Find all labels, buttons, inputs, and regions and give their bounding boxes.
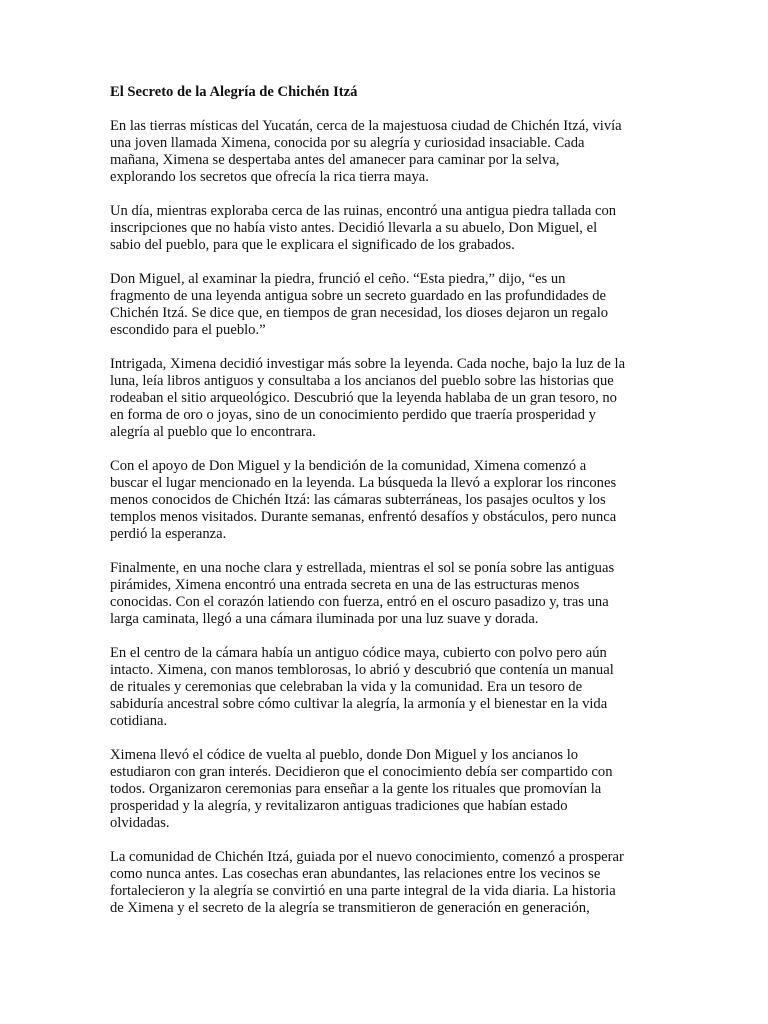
document-body	[110, 118, 658, 917]
text-line: todos. Organizaron ceremonias para enseñar a la gente los rituales que promovían la	[110, 781, 602, 797]
text-line: Intrigada, Ximena decidió investigar más sobre la leyenda. Cada noche, bajo la luz de la	[110, 356, 626, 372]
text-line: luna, leía libros antiguos y consultaba a los ancianos del pueblo sobre las historias que	[110, 373, 614, 389]
text-line: inscripciones que no había visto antes. Decidió llevarla a su abuelo, Don Miguel, el	[110, 220, 598, 236]
text-line: conocidas. Con el corazón latiendo con fuerza, entró en el oscuro pasadizo y, tras una	[110, 594, 609, 610]
text-line: perdió la esperanza.	[110, 526, 227, 542]
text-line: Don Miguel, al examinar la piedra, frunció el ceño. “Esta piedra,” dijo, “es un	[110, 271, 566, 287]
text-line: pirámides, Ximena encontró una entrada secreta en una de las estructuras menos	[110, 577, 580, 593]
text-line: explorando los secretos que ofrecía la rica tierra maya.	[110, 169, 429, 185]
paragraph	[110, 560, 658, 628]
text-line: rodeaban el sitio arqueológico. Descubrió que la leyenda hablaba de un gran tesoro, no	[110, 390, 617, 406]
paragraph	[110, 747, 658, 832]
text-line: mañana, Ximena se despertaba antes del amanecer para caminar por la selva,	[110, 152, 560, 168]
text-line: alegría al pueblo que lo encontrara.	[110, 424, 316, 440]
text-line: estudiaron con gran interés. Decidieron que el conocimiento debía ser compartido con	[110, 764, 613, 780]
text-line: sabiduría ancestral sobre cómo cultivar la alegría, la armonía y el bienestar en la vida	[110, 696, 608, 712]
document-title: El Secreto de la Alegría de Chichén Itzá	[110, 84, 358, 100]
text-line: prosperidad y la alegría, y revitalizaron antiguas tradiciones que habían estado	[110, 798, 568, 814]
text-line: una joven llamada Ximena, conocida por su alegría y curiosidad insaciable. Cada	[110, 135, 585, 151]
text-line: Chichén Itzá. Se dice que, en tiempos de gran necesidad, los dioses dejaron un regalo	[110, 305, 609, 321]
text-line: sabio del pueblo, para que le explicara el significado de los grabados.	[110, 237, 515, 253]
text-line: de Ximena y el secreto de la alegría se transmitieron de generación en generación,	[110, 900, 590, 916]
text-line: en forma de oro o joyas, sino de un conocimiento perdido que traería prosperidad y	[110, 407, 596, 423]
paragraph	[110, 271, 658, 339]
text-line: Ximena llevó el códice de vuelta al pueblo, donde Don Miguel y los ancianos lo	[110, 747, 579, 763]
text-line: larga caminata, llegó a una cámara iluminada por una luz suave y dorada.	[110, 611, 539, 627]
text-line: olvidadas.	[110, 815, 170, 831]
text-line: En el centro de la cámara había un antiguo códice maya, cubierto con polvo pero aún	[110, 645, 607, 661]
paragraph	[110, 118, 658, 186]
text-line: escondido para el pueblo.”	[110, 322, 266, 338]
text-line: de rituales y ceremonias que celebraban la vida y la comunidad. Era un tesoro de	[110, 679, 583, 695]
text-line: Finalmente, en una noche clara y estrellada, mientras el sol se ponía sobre las antiguas	[110, 560, 615, 576]
text-line: como nunca antes. Las cosechas eran abundantes, las relaciones entre los vecinos se	[110, 866, 601, 882]
text-line: intacto. Ximena, con manos temblorosas, lo abrió y descubrió que contenía un manual	[110, 662, 614, 678]
paragraph	[110, 458, 658, 543]
paragraph	[110, 645, 658, 730]
text-line: Con el apoyo de Don Miguel y la bendición de la comunidad, Ximena comenzó a	[110, 458, 587, 474]
text-line: buscar el lugar mencionado en la leyenda. La búsqueda la llevó a explorar los rincones	[110, 475, 617, 491]
text-line: cotidiana.	[110, 713, 168, 729]
paragraph	[110, 356, 658, 441]
paragraph	[110, 203, 658, 254]
text-line: La comunidad de Chichén Itzá, guiada por el nuevo conocimiento, comenzó a prosperar	[110, 849, 624, 865]
text-line: Un día, mientras exploraba cerca de las ruinas, encontró una antigua piedra tallada con	[110, 203, 617, 219]
text-line: fortalecieron y la alegría se convirtió en una parte integral de la vida diaria. La historia	[110, 883, 616, 899]
paragraph	[110, 849, 658, 917]
text-line: menos conocidos de Chichén Itzá: las cámaras subterráneas, los pasajes ocultos y los	[110, 492, 606, 508]
document-page	[110, 84, 658, 934]
text-line: fragmento de una leyenda antigua sobre un secreto guardado en las profundidades de	[110, 288, 607, 304]
text-line: En las tierras místicas del Yucatán, cerca de la majestuosa ciudad de Chichén Itzá, vivía	[110, 118, 622, 134]
text-line: templos menos visitados. Durante semanas, enfrentó desafíos y obstáculos, pero nunca	[110, 509, 617, 525]
